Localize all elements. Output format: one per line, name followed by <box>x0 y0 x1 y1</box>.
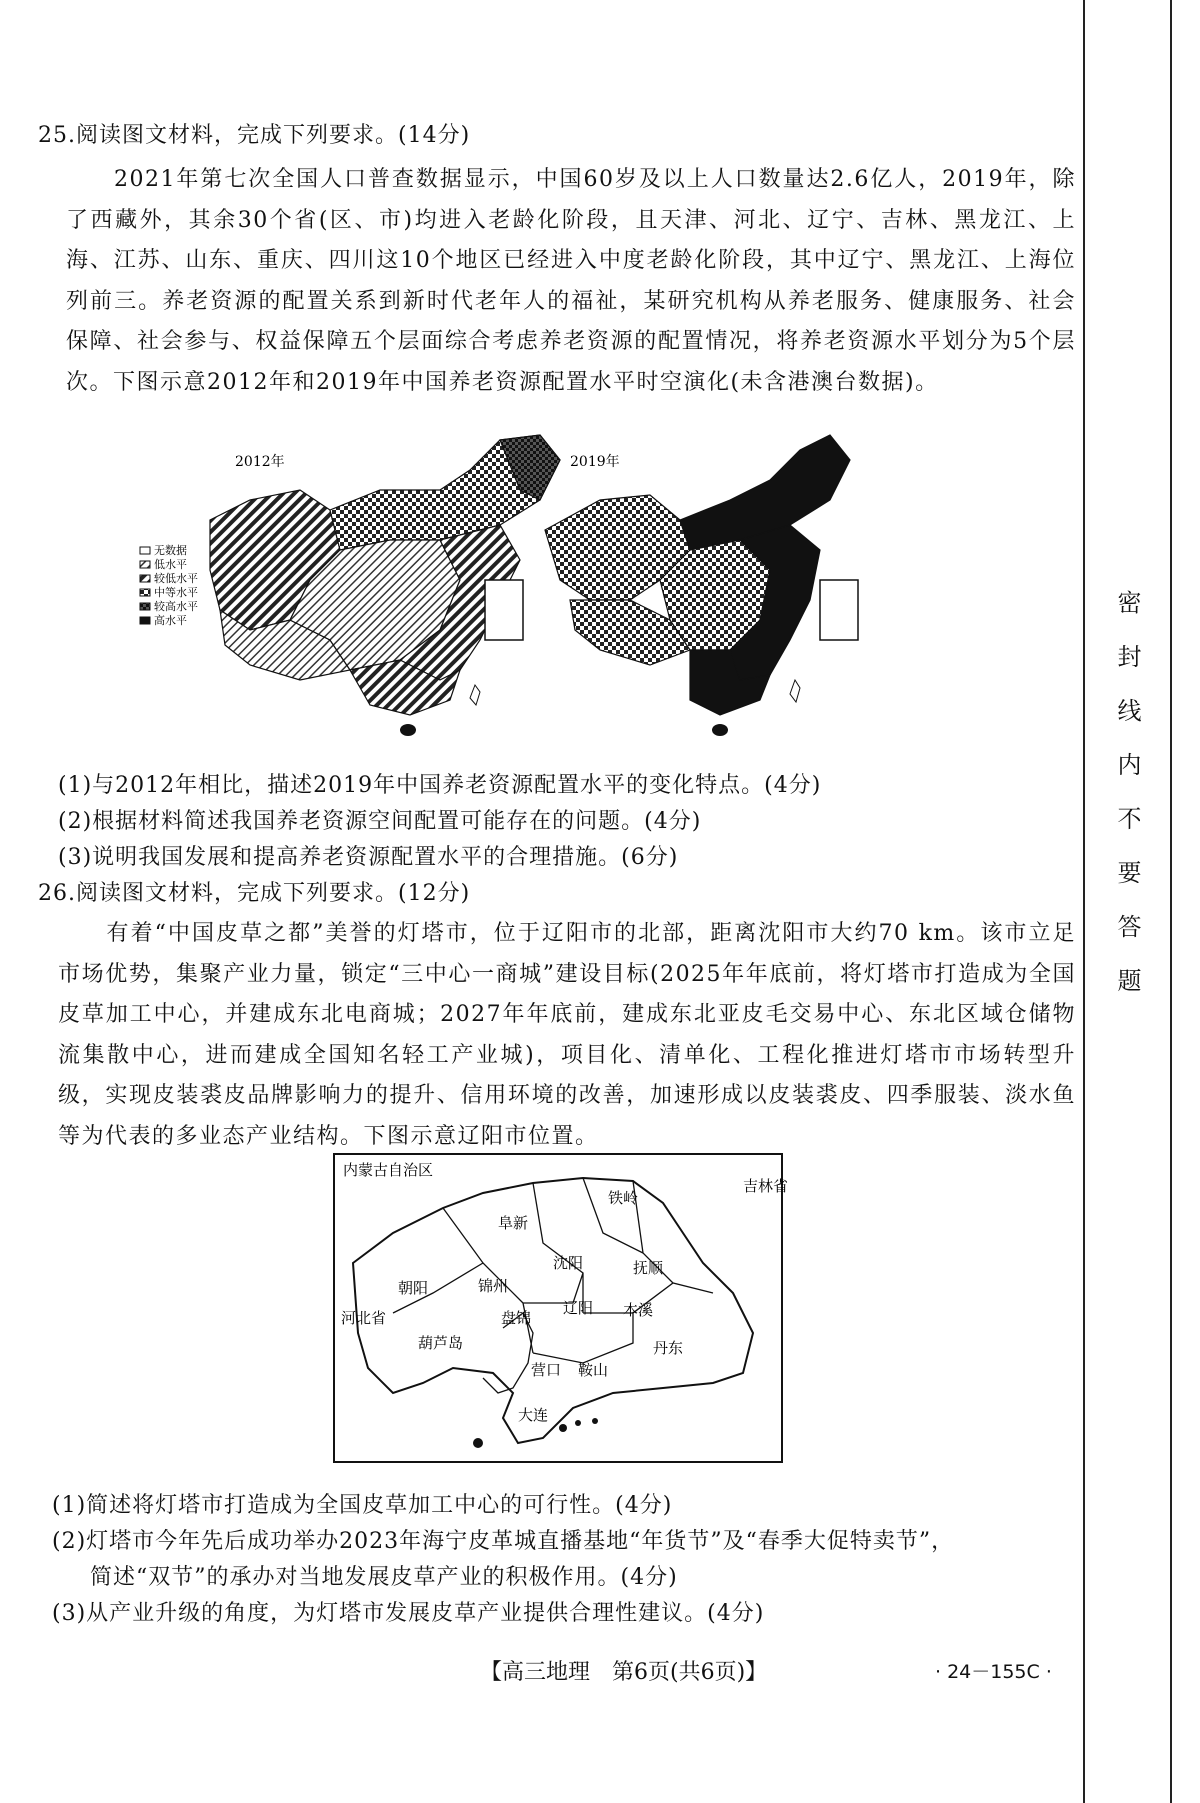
label-jilin <box>743 1177 788 1195</box>
label-benxi: 本溪 <box>623 1301 654 1319</box>
label-chaoyang: 朝阳 <box>398 1279 429 1297</box>
label-anshan: 鞍山 <box>578 1361 609 1379</box>
label-jilin-text: 吉林省 <box>743 1177 789 1195</box>
map-2019-hainan <box>712 724 728 736</box>
legend-medium: 中等水平 <box>154 586 198 599</box>
q26-question-2-continued: 简述“双节”的承办对当地发展皮草产业的积极作用。(4分) <box>90 1565 678 1590</box>
liaoning-map <box>333 1153 789 1463</box>
label-panjin: 盘锦 <box>501 1309 532 1327</box>
q26-paragraph-text: 有着“中国皮草之都”美誉的灯塔市，位于辽阳市的北部，距离沈阳市大约70 km。该市立足市场优势，集聚产业力量，锁定“三中心一商城”建设目标(2025年年底前，将灯塔市打造成为全国皮草加工中心，并建成东北电商城；2027年年底前，建成东北亚皮毛交易中心、东北区域仓储物流集散中心，进而建成全国知名轻工产业城)，项目化、清单化、工程化推进灯塔市市场转型升级，实现皮装裘皮品牌影响力的提升、信用环境的改善，加速形成以皮装裘皮、四季服装、淡水鱼等为代表的多业态产业结构。下图示意辽阳市位置。 <box>58 921 1076 1149</box>
map-2012-south-sea-inset <box>485 580 523 640</box>
label-yingkou: 营口 <box>531 1361 562 1379</box>
q25-paragraph-text: 2021年第七次全国人口普查数据显示，中国60岁及以上人口数量达2.6亿人，2019年，除了西藏外，其余30个省(区、市)均进入老龄化阶段，且天津、河北、辽宁、吉林、黑龙江、上海、江苏、山东、重庆、四川这10个地区已经进入中度老龄化阶段，其中辽宁、黑龙江、上海位列前三。养老资源的配置关系到新时代老年人的福祉，某研究机构从养老服务、健康服务、社会保障、社会参与、权益保障五个层面综合考虑养老资源的配置情况，将养老资源水平划分为5个层次。下图示意2012年和2019年中国养老资源配置水平时空演化(未含港澳台数据)。 <box>66 167 1076 395</box>
legend-low: 低水平 <box>154 558 187 571</box>
binding-line-outer <box>1170 0 1172 1803</box>
label-fushun: 抚顺 <box>633 1259 664 1277</box>
q25-paragraph <box>66 160 1076 403</box>
legend-no-data: 无数据 <box>154 544 187 557</box>
footer-page-info: 【高三地理 第6页(共6页)】 <box>480 1660 768 1685</box>
q25-title: 25.阅读图文材料，完成下列要求。(14分) <box>38 123 471 148</box>
label-dandong: 丹东 <box>653 1339 684 1357</box>
q26-title: 26.阅读图文材料，完成下列要求。(12分) <box>38 881 471 906</box>
binding-line-inner <box>1083 0 1085 1803</box>
label-shenyang: 沈阳 <box>553 1254 584 1272</box>
label-huludao: 葫芦岛 <box>418 1334 464 1352</box>
legend-high: 高水平 <box>154 614 187 627</box>
map-2019-label: 2019年 <box>570 454 620 470</box>
island <box>559 1424 567 1432</box>
q26-question-3: (3)从产业升级的角度，为灯塔市发展皮草产业提供合理性建议。(4分) <box>52 1601 765 1626</box>
legend-lower: 较低水平 <box>154 572 198 585</box>
footer-code: · 24－155C · <box>935 1661 1052 1683</box>
map-2012-label: 2012年 <box>235 454 285 470</box>
map-2012-hainan <box>400 724 416 736</box>
map-2019 <box>545 435 858 736</box>
label-jinzhou: 锦州 <box>478 1277 509 1295</box>
legend-higher: 较高水平 <box>154 600 198 613</box>
q26-paragraph <box>58 914 1076 1157</box>
map-2019-taiwan <box>790 680 800 702</box>
label-hebei: 河北省 <box>341 1309 387 1327</box>
label-inner-mongolia: 内蒙古自治区 <box>343 1161 434 1179</box>
label-dalian: 大连 <box>518 1406 549 1424</box>
map-2012-taiwan <box>470 685 480 705</box>
island <box>473 1438 483 1448</box>
island <box>575 1420 581 1426</box>
island <box>592 1418 598 1424</box>
map-2012 <box>140 435 560 736</box>
seal-line-notice: 密封线内不要答题 <box>1113 590 1141 1022</box>
map-legend <box>140 543 198 627</box>
label-liaoyang: 辽阳 <box>563 1299 594 1317</box>
q25-question-2: (2)根据材料简述我国养老资源空间配置可能存在的问题。(4分) <box>58 809 702 834</box>
q26-question-2: (2)灯塔市今年先后成功举办2023年海宁皮革城直播基地“年货节”及“春季大促特卖节”， <box>52 1529 955 1554</box>
label-tieling: 铁岭 <box>608 1189 639 1207</box>
q25-question-3: (3)说明我国发展和提高养老资源配置水平的合理措施。(6分) <box>58 845 679 870</box>
q25-question-1: (1)与2012年相比，描述2019年中国养老资源配置水平的变化特点。(4分) <box>58 773 822 798</box>
map-2019-south-sea-inset <box>820 580 858 640</box>
q26-question-1: (1)简述将灯塔市打造成为全国皮草加工中心的可行性。(4分) <box>52 1493 673 1518</box>
china-maps-figure <box>140 430 970 750</box>
label-fuxin: 阜新 <box>498 1214 529 1232</box>
